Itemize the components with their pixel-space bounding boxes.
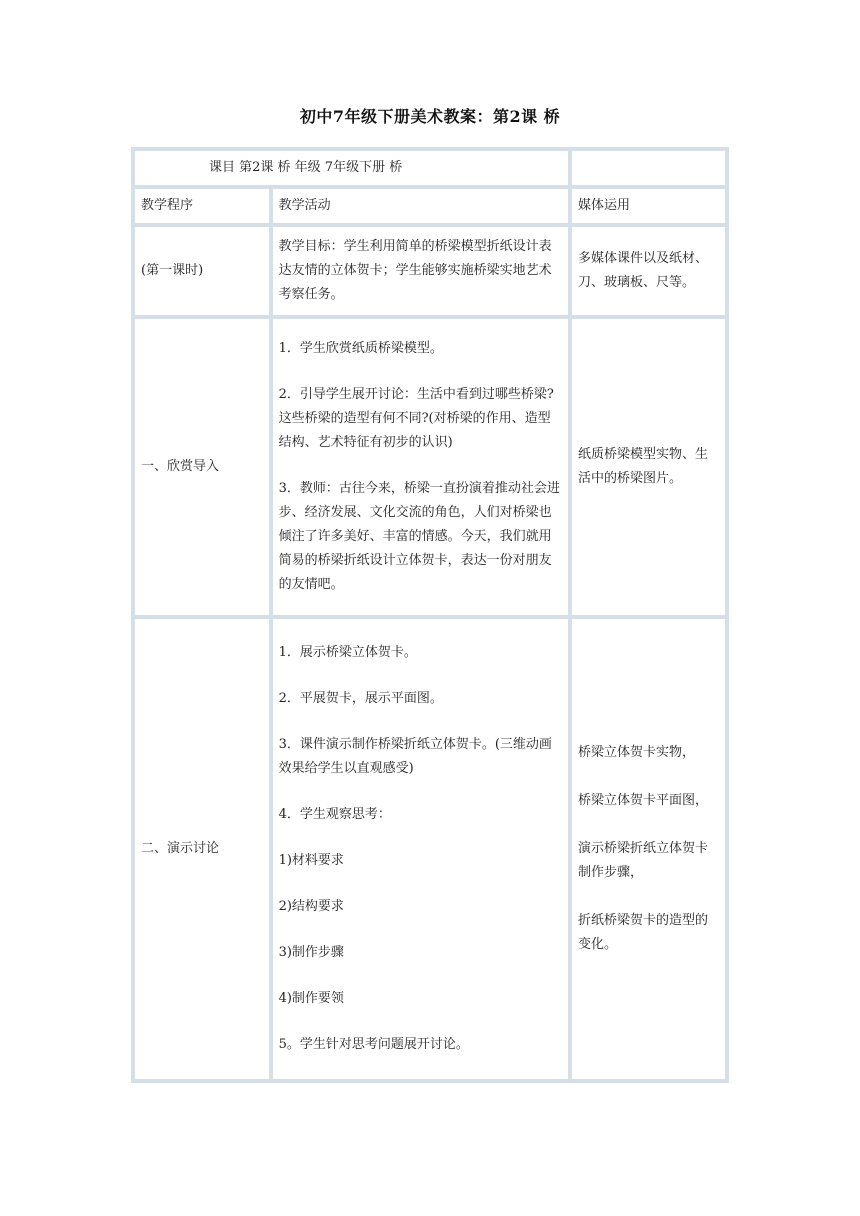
- activity-cell: [271, 317, 570, 617]
- activity-paragraph: 2．平展贺卡，展示平面图。: [278, 691, 443, 706]
- media-paragraph: 折纸桥梁贺卡的造型的变化。: [578, 913, 709, 952]
- media-paragraph: 演示桥梁折纸立体贺卡制作步骤，: [578, 841, 709, 880]
- media-paragraph: 桥梁立体贺卡平面图，: [578, 793, 709, 808]
- stage-cell: 二、演示讨论: [133, 617, 271, 1081]
- activity-paragraph: 2)结构要求: [278, 899, 344, 914]
- activity-paragraph: 3．教师：古往今来，桥梁一直扮演着推动社会进步、经济发展、文化交流的角色，人们对桥梁也倾注了许多美好、丰富的情感。今天，我们就用简易的桥梁折纸设计立体贺卡，表达一份对朋友的友情吧。: [278, 481, 560, 592]
- media-cell: [570, 617, 727, 1081]
- media-paragraph: 纸质桥梁模型实物、生活中的桥梁图片。: [578, 447, 709, 486]
- lesson-plan-table: [131, 147, 729, 1083]
- activity-paragraph: 4)制作要领: [278, 991, 344, 1006]
- stage-cell: 一、欣赏导入: [133, 317, 271, 617]
- activity-cell: [271, 617, 570, 1081]
- media-cell: [570, 317, 727, 617]
- activity-cell: [271, 225, 570, 317]
- subject-right-cell: [570, 149, 727, 187]
- table-row: [133, 317, 727, 617]
- media-paragraph: 多媒体课件以及纸材、刀、玻璃板、尺等。: [578, 251, 709, 290]
- activity-paragraph: 4．学生观察思考：: [278, 807, 391, 822]
- activity-paragraph: 2．引导学生展开讨论：生活中看到过哪些桥梁?这些桥梁的造型有何不同?(对桥梁的作用、造型结构、艺术特征有初步的认识): [278, 387, 554, 450]
- column-header-row: [133, 187, 727, 225]
- stage-cell: (第一课时): [133, 225, 271, 317]
- activity-paragraph: 1．学生欣赏纸质桥梁模型。: [278, 341, 443, 356]
- column-header-stage: 教学程序: [133, 187, 271, 225]
- column-header-media: 媒体运用: [570, 187, 727, 225]
- activity-paragraph: 5。学生针对思考问题展开讨论。: [278, 1037, 469, 1052]
- activity-paragraph: 教学目标：学生利用简单的桥梁模型折纸设计表达友情的立体贺卡；学生能够实施桥梁实地艺术考察任务。: [278, 239, 552, 302]
- document-title: 初中7年级下册美术教案：第2课 桥: [299, 107, 561, 126]
- column-header-activity: 教学活动: [271, 187, 570, 225]
- activity-paragraph: 1)材料要求: [278, 853, 344, 868]
- activity-paragraph: 1．展示桥梁立体贺卡。: [278, 645, 417, 660]
- subject-row: [133, 149, 727, 187]
- media-cell: [570, 225, 727, 317]
- table-row: [133, 225, 727, 317]
- activity-paragraph: 3．课件演示制作桥梁折纸立体贺卡。(三维动画效果给学生以直观感受): [278, 737, 552, 776]
- table-row: [133, 617, 727, 1081]
- subject-cell: 课目 第2课 桥 年级 7年级下册 桥: [133, 149, 570, 187]
- activity-paragraph: 3)制作步骤: [278, 945, 344, 960]
- media-paragraph: 桥梁立体贺卡实物，: [578, 745, 696, 760]
